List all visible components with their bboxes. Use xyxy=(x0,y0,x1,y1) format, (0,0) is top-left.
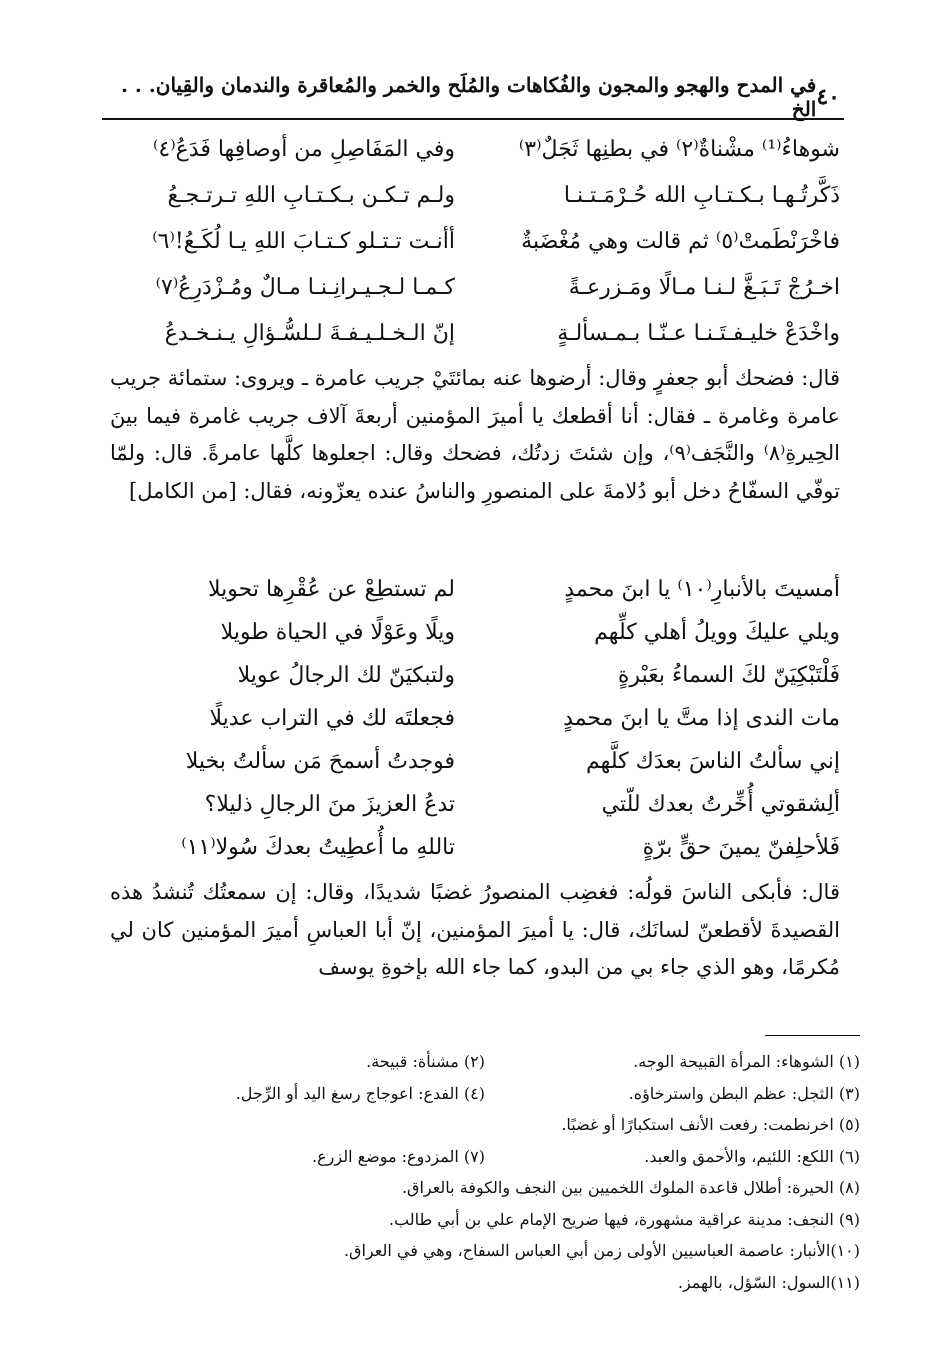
second-hemistich: فوجدتُ أسمحَ مَن سألتُ بخيلا xyxy=(185,749,455,774)
footnote: (١٠)الأنبار: عاصمة العباسيين الأولى زمن أبي العباس السفاح، وهي في العراق. xyxy=(343,1241,860,1261)
verse-line xyxy=(110,826,840,869)
footnote: (١) الشوهاء: المرأة القبيحة الوجه. xyxy=(633,1052,860,1072)
footnote: (٤) الفدع: اعوجاج رسغ اليد أو الرِّجل. xyxy=(235,1083,485,1103)
first-hemistich: شوهاءُ⁽¹⁾ مشْناةٌ⁽٢⁾ في بطنِها ثَجَلٌ⁽٣⁾ xyxy=(518,136,840,162)
verse-line xyxy=(110,126,840,172)
first-hemistich: إني سألتُ الناسَ بعدَك كلَّهم xyxy=(586,749,840,774)
second-hemistich: أأنـت تـتـلو كـتـابَ اللهِ يـا لُكَـعُ!⁽٦⁾ xyxy=(152,228,455,254)
page-number: ٤٠ xyxy=(816,84,840,110)
paragraph-text: قال: فأبكى الناسَ قولُه: فغضِب المنصورُ غضبًا شديدًا، وقال: إن سمعتُك تُنشدُ هذه القصيدةَ لأقطعنّ لسانَك، قال: يا أميرَ المؤمنين، إنّ أبا العباسِ أميرَ المؤمنين كان لي مُكرمًا، وهو الذي جاء بي من البدو، كما جاء الله بإخوةِ يوسف xyxy=(110,880,840,979)
footnote: (٢) مشنأة: قبيحة. xyxy=(366,1052,485,1072)
footnote: (٦) اللكع: اللئيم، والأحمق والعبد. xyxy=(644,1146,860,1166)
verse-line xyxy=(110,783,840,826)
first-hemistich: ألِشقوتي أُخِّرتُ بعدك للّتي xyxy=(601,792,840,817)
second-hemistich: فجعلتَه لك في التراب عديلًا xyxy=(209,706,455,731)
footnote: (٨) الحيرة: أطلال قاعدة الملوك اللخميين بين النجف والكوفة بالعراق. xyxy=(401,1178,860,1198)
first-hemistich: ويلي عليكَ وويلُ أهلي كلِّهم xyxy=(594,620,840,645)
second-hemistich: إنّ الـخـلـيـفـةَ لـلسُّـؤالِ يـنـخـدعُ xyxy=(164,320,455,346)
first-hemistich: فاخْرَنْطَمتْ⁽٥⁾ ثم قالت وهي مُغْضَبةٌ xyxy=(521,228,840,254)
verse-line xyxy=(110,218,840,264)
first-hemistich: اخـرُجْ تَـبَـغَّ لـنـا مـالًا ومَـزرعـةً xyxy=(568,274,840,300)
verse-line xyxy=(110,310,840,356)
footnote-row xyxy=(110,1172,860,1204)
second-hemistich: ويلًا وعَوْلًا في الحياة طويلا xyxy=(220,620,455,645)
header-rule xyxy=(102,118,844,120)
footnote-row xyxy=(110,1204,860,1236)
footnote: (٣) الثجل: عظم البطن واسترخاؤه. xyxy=(628,1083,860,1103)
footnote-row xyxy=(110,1109,860,1141)
first-hemistich: ذَكَّرتُـهـا بـكـتـابِ الله حُـرْمَـتـنـا xyxy=(563,182,840,208)
second-hemistich: تاللهِ ما أُعطِيتُ بعدكَ سُولا⁽١١⁾ xyxy=(181,835,455,860)
verse-line xyxy=(110,740,840,783)
verse-line xyxy=(110,611,840,654)
second-hemistich: وفي المَفَاصِلِ من أوصافِها فَدَعُ⁽٤⁾ xyxy=(153,136,455,162)
prose-paragraph-1 xyxy=(110,360,840,510)
running-title: في المدح والهجو والمجون والفُكاهات والمُلَح والخمر والمُعاقرة والندمان والقِيان. . . الخ xyxy=(120,73,817,121)
first-hemistich: واخْدَعْ خليـفـتَـنـا عـنّـا بـمـسألـةٍ xyxy=(557,320,840,346)
poem-block-1 xyxy=(110,126,840,356)
prose-paragraph-2 xyxy=(110,874,840,987)
verse-line xyxy=(110,264,840,310)
first-hemistich: فَلأحلِفنّ يمينَ حقٍّ برّةٍ xyxy=(642,835,840,860)
footnote-row xyxy=(110,1046,860,1078)
second-hemistich: تدعُ العزيزَ منَ الرجالِ ذليلا؟ xyxy=(204,792,455,817)
first-hemistich: فَلْتَبْكِيَنّ لكَ السماءُ بعَبْرةٍ xyxy=(617,663,840,688)
verse-line xyxy=(110,568,840,611)
first-hemistich: مات الندى إذا متَّ يا ابنَ محمدٍ xyxy=(563,706,840,731)
footnote: (٧) المزدوع: موضع الزرع. xyxy=(312,1146,485,1166)
footnote-row xyxy=(110,1267,860,1299)
verse-line xyxy=(110,697,840,740)
second-hemistich: كـمـا لـجـيـرانِـنـا مـالٌ ومُـزْدَرِعُ⁽٧⁾ xyxy=(155,274,455,300)
poem-block-2 xyxy=(110,568,840,869)
verse-line xyxy=(110,654,840,697)
footnote: (٥) اخرنطمت: رفعت الأنف استكبارًا أو غضبًا. xyxy=(561,1115,860,1135)
verse-line xyxy=(110,172,840,218)
second-hemistich: لم تستطِعْ عن عُقْرِها تحويلا xyxy=(208,577,455,602)
footnote: (٩) النجف: مدينة عراقية مشهورة، فيها ضريح الإمام علي بن أبي طالب. xyxy=(388,1209,860,1229)
footnote-row xyxy=(110,1141,860,1173)
paragraph-text: قال: فضحك أبو جعفرٍ وقال: أرضوها عنه بمائتَيْ جريب عامرة ـ ويروى: ستمائة جريب عامرة وغامرة ـ فقال: أنا أقطعك يا أميرَ المؤمنين أربعةَ آلاف جريب غامرة فيما بينَ الحِيرةِ⁽٨⁾ والنَّجَف⁽٩⁾، وإن شئتَ زدتُك، فضحك وقال: اجعلوها كلَّها عامرةً. قال: ولمّا توفّي السفّاحُ دخل أبو دُلامةَ على المنصورِ والناسُ عنده يعزّونه، فقال: [من الكامل] xyxy=(110,366,841,503)
page-header xyxy=(108,73,840,121)
footnote-row xyxy=(110,1078,860,1110)
first-hemistich: أمسيتَ بالأنبارِ⁽١٠⁾ يا ابنَ محمدٍ xyxy=(564,577,840,602)
footnote-row xyxy=(110,1235,860,1267)
footnote: (١١)السول: السّؤل، بالهمز. xyxy=(677,1272,860,1292)
second-hemistich: ولتبكيَنّ لك الرجالُ عويلا xyxy=(237,663,455,688)
second-hemistich: ولـم تـكـن بـكـتـابِ اللهِ تـرتـجـعُ xyxy=(167,182,455,208)
footnotes xyxy=(110,1046,860,1298)
